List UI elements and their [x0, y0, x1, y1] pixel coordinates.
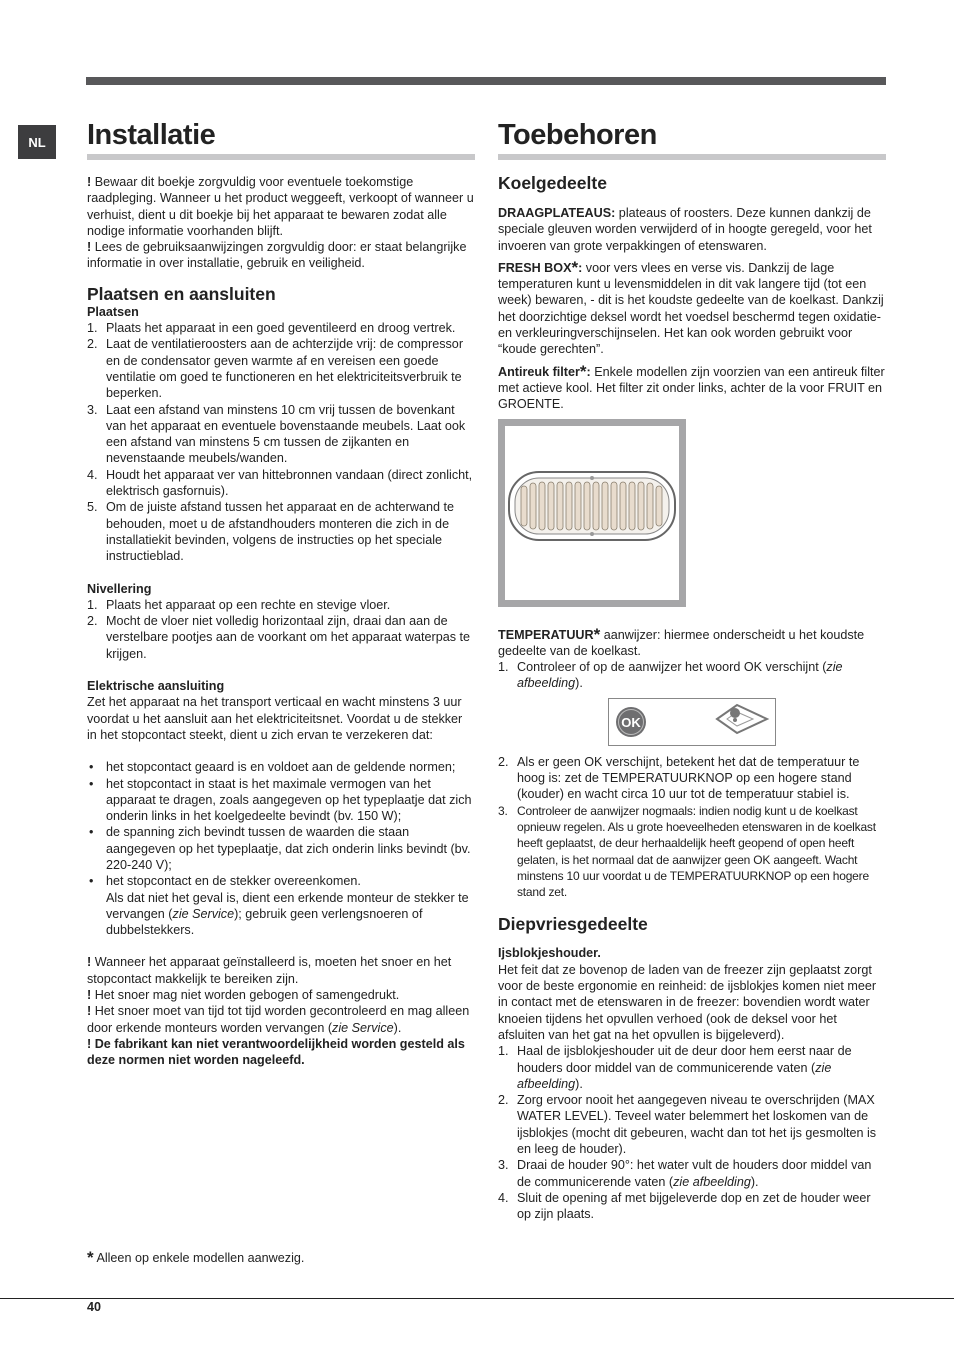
list-item: 3. Draai de houder 90°: het water vult de houders door middel van de communicerende vaten (zie afbeelding). — [498, 1158, 872, 1189]
warnings — [87, 954, 475, 1068]
fresh-box-text: FRESH BOX*: voor vers vlees en verse vis. Dankzij de lage temperaturen kunt u levensmiddelen in dit vak langere tijd (tot een week) bewaren, - dit is het koudste gedeelte van de koelkast. Dankzij het doorzichtige deksel wordt het voedsel beschermd tegen oxidatie- en verkleuringverschijnselen. Het kan ook worden gebruikt voor “koude gerechten”. — [498, 257, 884, 357]
temperatuur-list-1 — [498, 659, 886, 692]
warning-text: ! Het snoer mag niet worden gebogen of samengedrukt. — [87, 988, 400, 1003]
plaatsen-aansluiten-heading: Plaatsen en aansluiten — [87, 283, 276, 304]
list-item: 1. Controleer of op de aanwijzer het woord OK verschijnt (zie afbeelding). — [498, 660, 843, 691]
elektrische-aansluiting-heading: Elektrische aansluiting — [87, 679, 225, 694]
bold-warning: ! De fabrikant kan niet verantwoordelijkheid worden gesteld als deze normen niet worden nageleefd. — [87, 1036, 465, 1068]
list-item: 1. Haal de ijsblokjeshouder uit de deur door hem eerst naar de houders door middel van de communicerende vaten (zie afbeelding). — [498, 1044, 852, 1091]
installatie-column — [87, 118, 475, 1069]
list-item: 3. Controleer de aanwijzer nogmaals: indien nodig kunt u de koelkast opnieuw regelen. Als u grote hoeveelheden etenswaren in de koelkast heeft geplaatst, de deur herhaaldelijk heeft geopend of open heeft gelaten, is het normaal dat de aanwijzer geen OK aangeeft. Wacht minstens 10 uur voordat u de TEMPERATUURKNOP op een hogere stand zet. — [498, 803, 876, 900]
list-item: • het stopcontact geaard is en voldoet aan de geldende normen; — [89, 760, 456, 775]
antireuk-filter-figure — [498, 419, 686, 607]
draagplateaus-text: DRAAGPLATEAUS: plateaus of roosters. Deze kunnen dankzij de speciale gleuven worden verwijderd of in hoogte geregeld, voor het invoeren van grote verpakkingen of etenswaren. — [498, 206, 872, 253]
footnote: * Alleen op enkele modellen aanwezig. — [87, 1248, 305, 1267]
intro-paragraph: ! Bewaar dit boekje zorgvuldig voor eventuele toekomstige raadpleging. Wanneer u het product weggeeft, verkoopt of wanneer u verhuist, dient u dit boekje bij het apparaat te bewaren zodat alle nodige informatie voorhanden blijft. — [87, 175, 474, 238]
page-number: 40 — [87, 1300, 102, 1314]
ijsblokjeshouder-heading: Ijsblokjeshouder. — [498, 946, 601, 961]
list-item: • het stopcontact in staat is het maximale vermogen van het apparaat te dragen, zoals aangegeven op het typeplaatje dat zich onderin links in het koelgedeelte bevindt (bv. 150 W); — [89, 776, 472, 824]
list-item: 3. Laat een afstand van minstens 10 cm vrij tussen de bovenkant van het apparaat en eventuele bovenstaande meubels. Laat ook een afstand van minstens 5 cm tussen de zijkanten en nevenstaande meubels/wanden. — [87, 402, 466, 466]
list-item: 4. Sluit de opening af met bijgeleverde dop en zet de houder weer op zijn plaats. — [498, 1190, 871, 1222]
list-item: • de spanning zich bevindt tussen de waarden die staan aangegeven op het typeplaatje, dat zich onderin links bevindt (bv. 220-240 V); — [89, 825, 471, 872]
list-item: 1. Plaats het apparaat in een goed geventileerd en droog vertrek. — [87, 321, 456, 336]
list-item: 2. Als er geen OK verschijnt, betekent het dat de temperatuur te hoog is: zet de TEMPERATUURKNOP op een hogere stand (kouder) en wacht circa 10 uur tot de temperatuur stabiel is. — [498, 754, 860, 802]
list-item: 5. Om de juiste afstand tussen het apparaat en de achterwand te behouden, moet u de afstandhouders monteren die zich in de installatiekit bevinden, volgens de instructies op het speciale instructieblad. — [87, 500, 454, 564]
warning-text: ! Wanneer het apparaat geïnstalleerd is, moeten het snoer en het stopcontact makkelijk te bereiken zijn. — [87, 955, 452, 986]
temperature-indicator-icon — [609, 699, 775, 745]
installatie-title: Installatie — [87, 118, 475, 160]
filter-icon — [505, 426, 679, 600]
nivellering-heading: Nivellering — [87, 581, 152, 596]
list-item: 4. Houdt het apparaat ver van hittebronnen vandaan (direct zonlicht, elektrisch gasfornuis). — [87, 467, 473, 499]
temperatuur-list-2 — [498, 754, 886, 901]
list-item: 2. Mocht de vloer niet volledig horizontaal zijn, draai dan aan de verstelbare pootjes aan de voorkant om het apparaat waterpas te krijgen. — [87, 614, 471, 661]
svg-text:OK: OK — [621, 714, 641, 730]
list-item: 2. Laat de ventilatieroosters aan de achterzijde vrij: de compressor en de condensator geven warmte af en vereisen een goede ventilatie om goed te functioneren en het elektriciteitsverbruik te beperken. — [87, 337, 464, 401]
warning-text: ! Het snoer moet van tijd tot tijd worden gecontroleerd en mag alleen door erkende monteurs worden vervangen (zie Service). — [87, 1004, 470, 1035]
intro-text — [87, 174, 475, 272]
temperature-indicator-figure — [608, 698, 776, 746]
top-rule — [86, 77, 886, 85]
plaatsen-heading: Plaatsen — [87, 304, 139, 319]
bottom-rule — [0, 1298, 954, 1299]
ijsblokjeshouder-text: Het feit dat ze bovenop de laden van de freezer zijn geplaatst zorgt voor de beste ergonomie en reinheid: de ijsblokjes komen niet meer in contact met de etenswaren in de freezer: bovendien wordt water knoeien tijdens het opvullen verhoed (ook de deksel voor het afsluiten van het gat na het opvullen is bijgeleverd). — [498, 962, 877, 1042]
nivellering-list — [87, 597, 475, 662]
plaatsen-list — [87, 320, 475, 564]
koelgedeelte-heading: Koelgedeelte — [498, 173, 607, 193]
intro-paragraph: ! Lees de gebruiksaanwijzingen zorgvuldig door: er staat belangrijke informatie in over installatie, gebruik en veiligheid. — [87, 240, 467, 271]
temperatuur-text: TEMPERATUUR* aanwijzer: hiermee onderscheidt u het koudste gedeelte van de koelkast. — [498, 624, 865, 658]
ijsblokjeshouder-list — [498, 1043, 886, 1222]
elektrische-bullets — [87, 759, 475, 938]
language-tab: NL — [18, 125, 56, 159]
toebehoren-column — [498, 118, 886, 1222]
list-item: • het stopcontact en de stekker overeenkomen. Als dat niet het geval is, dient een erkende monteur de stekker te vervangen (zie Service); gebruik geen verlengsnoeren of dubbelstekkers. — [89, 874, 469, 938]
list-item: 1. Plaats het apparaat op een rechte en stevige vloer. — [87, 597, 391, 612]
antireuk-text: Antireuk filter*: Enkele modellen zijn voorzien van een antireuk filter met actieve kool. Het filter zit onder links, achter de la voor FRUIT en GROENTE. — [498, 361, 885, 412]
diepvriesgedeelte-heading: Diepvriesgedeelte — [498, 914, 648, 935]
elektrische-intro: Zet het apparaat na het transport verticaal en wacht minstens 3 uur voordat u het aansluit aan het elektriciteitsnet. Voordat u de stekker in het stopcontact steekt, dient u zich ervan te verzekeren dat: — [87, 695, 463, 742]
list-item: 2. Zorg ervoor nooit het aangegeven niveau te overschrijden (MAX WATER LEVEL). Teveel water belemmert het loskomen van de ijsblokjes (mocht dit gebeuren, wacht dan tot het ijs gesmolten is en leeg de houder). — [498, 1093, 877, 1156]
toebehoren-title: Toebehoren — [498, 118, 886, 160]
